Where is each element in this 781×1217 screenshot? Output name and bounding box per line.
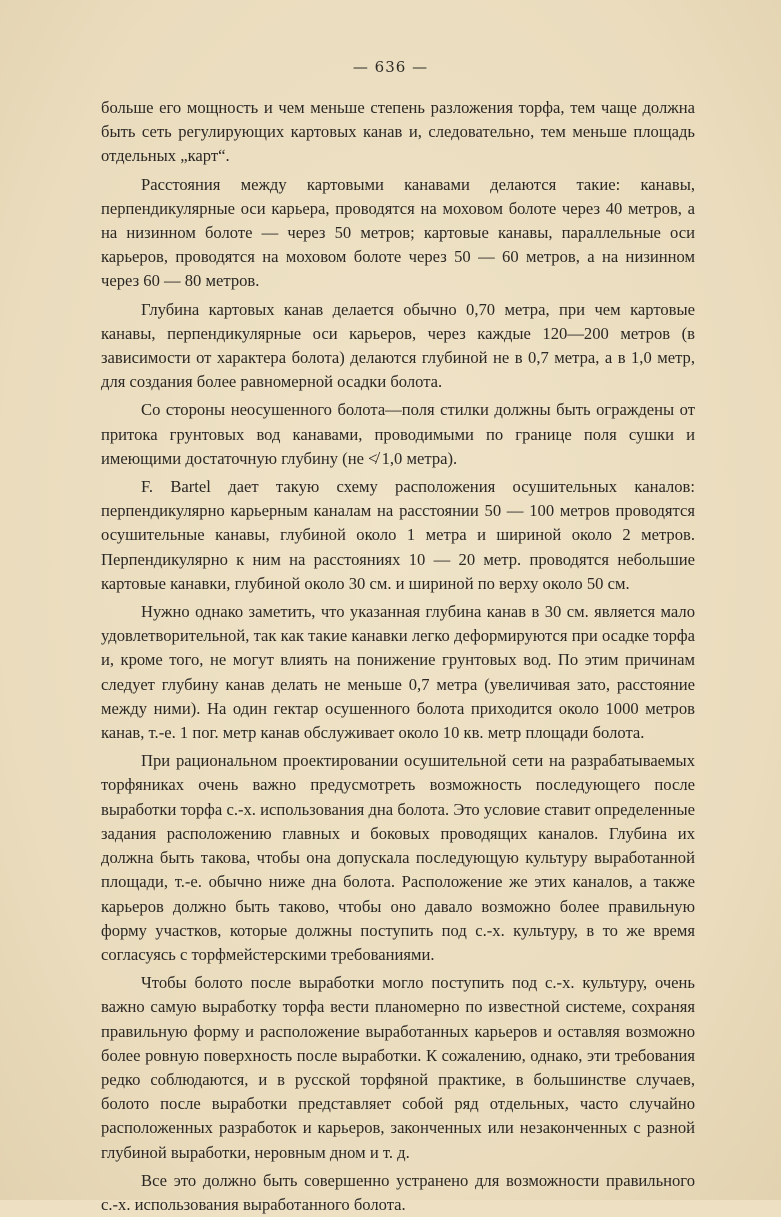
paragraph-6: Нужно однако заметить, что указанная глубина канав в 30 см. является мало удовлетворительной, так как такие канавки легко деформируются при осадке торфа и, кроме того, не могут влиять на понижение грунтовых вод. По этим причинам следует глубину канав делать не меньше 0,7 метра (увеличивая зато, расстояние между ними). На один гектар осушенного болота приходится около 1000 метров канав, т.-е. 1 пог. метр канав обслуживает около 10 кв. метр площади болота. <box>101 602 695 743</box>
paragraph-3: Глубина картовых канав делается обычно 0,70 метра, при чем картовые канавы, перпендикулярные оси карьеров, через каждые 120—200 метров (в зависимости от характера болота) делаются глубиной не в 0,7 метра, а в 1,0 метр, для создания более равномерной осадки болота. <box>101 299 695 392</box>
paragraph-5: F. Bartel дает такую схему расположения осушительных каналов: перпендикулярно карьерным каналам на расстоянии 50 — 100 метров проводятся осушительные канавы, глубиной около 1 метра и шириной около 2 метров. Перпендикулярно к ним на расстояниях 10 — 20 метр. проводятся небольшие картовые канавки, глубиной около 30 см. и шириной по верху около 50 см. <box>101 477 695 593</box>
paragraph-9: Все это должно быть совершенно устранено для возможности правильного с.-х. использования выработанного болота. <box>101 1170 695 1214</box>
paragraph-4: Со стороны неосушенного болота—поля стилки должны быть ограждены от притока грунтовых вод канавами, проводимыми по границе поля сушки и имеющими достаточную глубину (не ≮ 1,0 метра). <box>101 400 695 468</box>
paragraph-1: больше его мощность и чем меньше степень разложения торфа, тем чаще должна быть сеть регулирующих картовых канав и, следовательно, тем меньше площадь отдельных „карт“. <box>101 98 695 166</box>
paragraph-8: Чтобы болото после выработки могло поступить под с.-х. культуру, очень важно самую выработку торфа вести планомерно по известной системе, сохраняя правильную форму и расположение выработанных карьеров и оставляя возможно более ровную поверхность после выработки. К сожалению, однако, эти требования редко соблюдаются, и в русской торфяной практике, в большинстве случаев, болото после выработки представляет собой ряд отдельных, часто случайно расположенных разработок и карьеров, законченных или незаконченных с разной глубиной выработки, неровным дном и т. д. <box>101 973 695 1162</box>
paragraph-7: При рациональном проектировании осушительной сети на разрабатываемых торфяниках очень важно предусмотреть возможность последующего после выработки торфа с.-х. использования дна болота. Это условие ставит определенные задания расположению главных и боковых проводящих каналов. Глубина их должна быть такова, чтобы она допускала последующую культуру выработанной площади, т.-е. обычно ниже дна болота. Расположение же этих каналов, а также карьеров должно быть таково, чтобы оно давало возможно более правильную форму участков, которые должны поступить под с.-х. культуру, в то же время согласуясь с торфмейстерскими требованиями. <box>101 751 695 964</box>
paragraph-2: Расстояния между картовыми канавами делаются такие: канавы, перпендикулярные оси карьера, проводятся на моховом болоте через 40 метров, а на низинном болоте — через 50 метров; картовые канавы, параллельные оси карьеров, проводятся на моховом болоте через 50 — 60 метров, а на низинном через 60 — 80 метров. <box>101 174 695 291</box>
body-text <box>101 96 695 1217</box>
page-number: — 636 — <box>352 58 429 76</box>
